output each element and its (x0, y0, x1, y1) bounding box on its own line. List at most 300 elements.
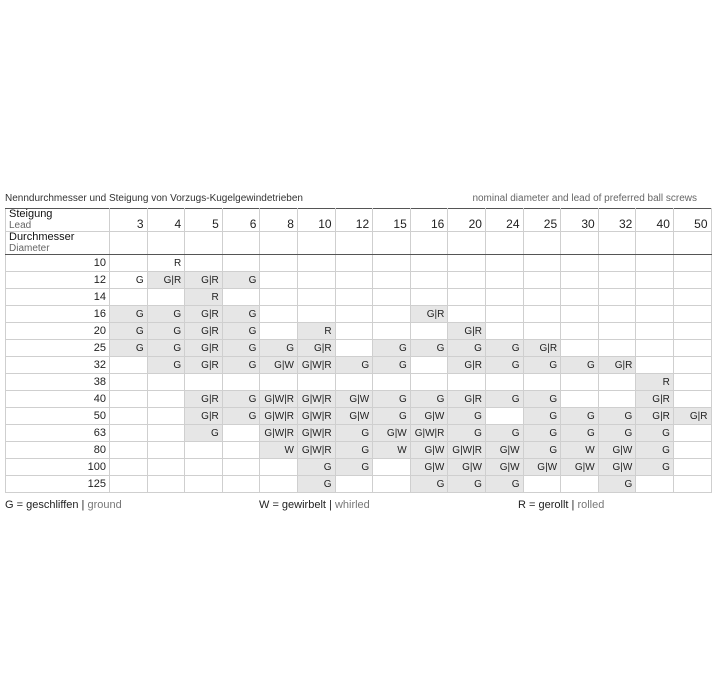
table-cell (110, 425, 148, 442)
table-cell: G (485, 476, 523, 493)
table-cell (561, 340, 599, 357)
table-cell: G|R (448, 391, 486, 408)
table-cell: G (636, 425, 674, 442)
table-cell (485, 255, 523, 272)
header-spacer-cell (110, 232, 148, 255)
table-cell (147, 476, 185, 493)
table-cell (448, 374, 486, 391)
table-row (6, 306, 712, 323)
table-cell (523, 289, 561, 306)
table-cell (673, 306, 711, 323)
table-cell: G|R (185, 391, 223, 408)
table-cell (110, 459, 148, 476)
table-cell (110, 374, 148, 391)
table-cell (561, 272, 599, 289)
table-cell: G|W|R (297, 357, 335, 374)
legend-ground-de: G = geschliffen (5, 499, 79, 511)
table-cell (673, 289, 711, 306)
table-cell (260, 289, 298, 306)
table-cell (485, 289, 523, 306)
diameter-value: 32 (6, 357, 110, 374)
table-cell: G|W (410, 442, 448, 459)
table-cell (598, 255, 636, 272)
table-row (6, 442, 712, 459)
table-cell: G|W (485, 442, 523, 459)
table-cell: G (410, 391, 448, 408)
table-cell (636, 306, 674, 323)
table-cell: G|R (673, 408, 711, 425)
table-cell (636, 357, 674, 374)
table-cell: G (222, 391, 260, 408)
table-cell (561, 391, 599, 408)
table-cell: G (598, 408, 636, 425)
table-cell (598, 323, 636, 340)
table-cell: G (373, 408, 411, 425)
table-cell: G (110, 340, 148, 357)
table-cell (673, 255, 711, 272)
table-cell: R (147, 255, 185, 272)
table-cell: G (448, 340, 486, 357)
table-cell (147, 425, 185, 442)
table-cell (335, 323, 373, 340)
table-cell (222, 374, 260, 391)
table-cell (673, 425, 711, 442)
table-cell (373, 289, 411, 306)
table-cell: G (598, 476, 636, 493)
table-row (6, 408, 712, 425)
table-cell (448, 272, 486, 289)
table-cell (673, 272, 711, 289)
table-cell (523, 323, 561, 340)
lead-value-15: 15 (373, 209, 411, 232)
table-cell: G (523, 408, 561, 425)
table-cell: G (373, 391, 411, 408)
header-spacer-cell (185, 232, 223, 255)
table-cell: G|W (598, 459, 636, 476)
table-cell: G|W (373, 425, 411, 442)
header-spacer-cell (297, 232, 335, 255)
table-cell (598, 306, 636, 323)
table-cell (561, 323, 599, 340)
table-cell: G (147, 323, 185, 340)
lead-header-label (6, 209, 110, 232)
diameter-value: 16 (6, 306, 110, 323)
table-cell (335, 340, 373, 357)
table-row (6, 340, 712, 357)
table-cell (561, 374, 599, 391)
table-cell (222, 255, 260, 272)
table-cell (373, 459, 411, 476)
table-cell (410, 374, 448, 391)
lead-diameter-table (5, 208, 712, 493)
table-cell: G|R (598, 357, 636, 374)
table-row (6, 255, 712, 272)
table-cell (410, 357, 448, 374)
table-cell (373, 306, 411, 323)
table-cell (335, 289, 373, 306)
table-cell (485, 323, 523, 340)
table-cell (147, 374, 185, 391)
lead-value-24: 24 (485, 209, 523, 232)
table-cell (485, 408, 523, 425)
table-cell (523, 306, 561, 323)
table-cell (260, 255, 298, 272)
table-cell (147, 391, 185, 408)
table-row (6, 357, 712, 374)
table-cell (260, 306, 298, 323)
table-cell (673, 476, 711, 493)
diameter-value: 14 (6, 289, 110, 306)
legend-rolled-de: R = gerollt (518, 499, 569, 511)
table-cell: G (523, 425, 561, 442)
table-cell (185, 255, 223, 272)
table-cell: G (335, 442, 373, 459)
table-cell: G|R (185, 323, 223, 340)
table-cell (485, 374, 523, 391)
table-cell (260, 459, 298, 476)
header-spacer-cell (222, 232, 260, 255)
lead-value-8: 8 (260, 209, 298, 232)
lead-value-3: 3 (110, 209, 148, 232)
lead-label-de: Steigung (9, 208, 53, 220)
table-cell (260, 476, 298, 493)
legend (5, 499, 697, 519)
table-cell (485, 306, 523, 323)
table-cell: G (110, 323, 148, 340)
table-cell: G (561, 425, 599, 442)
table-cell: G|R (185, 357, 223, 374)
lead-header-row (6, 209, 712, 232)
table-cell (561, 289, 599, 306)
table-cell: G (335, 425, 373, 442)
diameter-label-en: Diameter (9, 243, 50, 254)
legend-whirled (259, 499, 370, 511)
table-cell: G (222, 272, 260, 289)
diameter-value: 125 (6, 476, 110, 493)
header-spacer-cell (373, 232, 411, 255)
table-cell (673, 340, 711, 357)
table-cell: G (222, 408, 260, 425)
diameter-value: 25 (6, 340, 110, 357)
table-cell: G (222, 340, 260, 357)
table-row (6, 459, 712, 476)
table-cell: G (636, 442, 674, 459)
table-cell: W (373, 442, 411, 459)
table-row (6, 272, 712, 289)
table-cell (260, 374, 298, 391)
table-cell (410, 272, 448, 289)
table-cell: G|R (297, 340, 335, 357)
diameter-value: 40 (6, 391, 110, 408)
table-cell: G|W|R (410, 425, 448, 442)
lead-value-30: 30 (561, 209, 599, 232)
table-cell: G (147, 357, 185, 374)
table-cell: G (448, 425, 486, 442)
table-cell (297, 306, 335, 323)
table-cell: G|W (410, 459, 448, 476)
table-cell: G (410, 476, 448, 493)
lead-value-6: 6 (222, 209, 260, 232)
table-cell (373, 255, 411, 272)
table-cell: G|W|R (297, 442, 335, 459)
table-cell: G (222, 323, 260, 340)
lead-value-10: 10 (297, 209, 335, 232)
table-cell (561, 476, 599, 493)
table-cell: R (297, 323, 335, 340)
lead-value-4: 4 (147, 209, 185, 232)
table-cell: G (448, 408, 486, 425)
table-cell (335, 476, 373, 493)
table-cell: G|W|R (297, 408, 335, 425)
table-cell (260, 272, 298, 289)
table-cell (335, 255, 373, 272)
header-spacer-cell (448, 232, 486, 255)
table-cell (598, 391, 636, 408)
table-cell (147, 442, 185, 459)
table-cell: G (297, 476, 335, 493)
table-cell: G|W (410, 408, 448, 425)
table-cell (561, 255, 599, 272)
table-cell: G (222, 306, 260, 323)
table-cell (185, 374, 223, 391)
header-spacer-cell (561, 232, 599, 255)
table-cell (598, 374, 636, 391)
table-cell: G (485, 425, 523, 442)
table-row (6, 391, 712, 408)
table-cell: G (561, 408, 599, 425)
table-cell: G|W|R (260, 408, 298, 425)
header-spacer-cell (147, 232, 185, 255)
table-row (6, 374, 712, 391)
table-cell: G|W (260, 357, 298, 374)
legend-rolled-en: rolled (577, 499, 605, 511)
table-cell: G|R (147, 272, 185, 289)
legend-separator: | (568, 499, 578, 511)
table-cell: G|W|R (260, 425, 298, 442)
table-cell: G|R (523, 340, 561, 357)
lead-value-16: 16 (410, 209, 448, 232)
table-cell (222, 289, 260, 306)
table-cell: G (485, 357, 523, 374)
table-cell (523, 374, 561, 391)
diameter-header-label (6, 232, 110, 255)
lead-value-50: 50 (673, 209, 711, 232)
diameter-value: 38 (6, 374, 110, 391)
header-spacer-cell (673, 232, 711, 255)
table-cell (636, 340, 674, 357)
table-cell: G|W (485, 459, 523, 476)
table-cell: G (335, 357, 373, 374)
table-cell (185, 459, 223, 476)
table-cell: G (448, 476, 486, 493)
table-cell: G (373, 357, 411, 374)
table-cell: W (260, 442, 298, 459)
table-cell (673, 357, 711, 374)
header-spacer-cell (523, 232, 561, 255)
table-cell (110, 391, 148, 408)
header-spacer-cell (485, 232, 523, 255)
table-cell: G (110, 272, 148, 289)
diameter-header-row (6, 232, 712, 255)
table-cell: G (561, 357, 599, 374)
table-cell: G (260, 340, 298, 357)
table-cell: G|W (561, 459, 599, 476)
diameter-value: 50 (6, 408, 110, 425)
table-cell (222, 442, 260, 459)
table-cell (185, 442, 223, 459)
table-cell (110, 408, 148, 425)
table-cell (523, 272, 561, 289)
table-cell: R (636, 374, 674, 391)
table-cell (561, 306, 599, 323)
table-cell (673, 323, 711, 340)
table-cell: G|W (335, 408, 373, 425)
lead-value-25: 25 (523, 209, 561, 232)
table-cell (598, 272, 636, 289)
header-spacer-cell (335, 232, 373, 255)
diameter-label-de: Durchmesser (9, 231, 75, 243)
table-cell: G|R (410, 306, 448, 323)
lead-value-40: 40 (636, 209, 674, 232)
table-cell (110, 442, 148, 459)
ball-screw-table-section (5, 193, 708, 519)
table-cell: G (485, 391, 523, 408)
table-cell: G (110, 306, 148, 323)
table-cell (410, 255, 448, 272)
table-cell: G|R (185, 408, 223, 425)
table-cell (297, 289, 335, 306)
table-cell (297, 272, 335, 289)
table-cell: R (185, 289, 223, 306)
table-cell: G|R (636, 408, 674, 425)
table-cell (598, 289, 636, 306)
table-cell (335, 374, 373, 391)
table-cell (373, 323, 411, 340)
table-cell (523, 255, 561, 272)
legend-whirled-de: W = gewirbelt (259, 499, 326, 511)
legend-ground-en: ground (87, 499, 122, 511)
table-cell: G|W (598, 442, 636, 459)
table-cell (110, 289, 148, 306)
table-cell (448, 255, 486, 272)
table-cell: G (297, 459, 335, 476)
table-cell (297, 374, 335, 391)
header-spacer-cell (598, 232, 636, 255)
table-cell: G|R (185, 272, 223, 289)
table-cell: G (222, 357, 260, 374)
table-cell: G (147, 340, 185, 357)
table-cell (373, 374, 411, 391)
table-cell: W (561, 442, 599, 459)
legend-separator: | (78, 499, 88, 511)
table-cell: G (147, 306, 185, 323)
table-cell: G (636, 459, 674, 476)
table-cell: G (598, 425, 636, 442)
table-cell: G (335, 459, 373, 476)
table-cell (335, 272, 373, 289)
table-cell (410, 289, 448, 306)
title-english: nominal diameter and lead of preferred ball screws (472, 193, 697, 204)
table-cell (147, 408, 185, 425)
title-german: Nenndurchmesser und Steigung von Vorzugs-Kugelgewindetrieben (5, 193, 303, 204)
table-cell: G (523, 442, 561, 459)
lead-value-12: 12 (335, 209, 373, 232)
legend-separator: | (325, 499, 335, 511)
header-spacer-cell (260, 232, 298, 255)
table-cell (110, 476, 148, 493)
table-cell: G|W|R (260, 391, 298, 408)
table-cell (373, 272, 411, 289)
table-cell: G|R (448, 357, 486, 374)
diameter-value: 20 (6, 323, 110, 340)
table-cell (636, 323, 674, 340)
table-cell: G (523, 391, 561, 408)
table-cell (636, 272, 674, 289)
table-cell: G|R (448, 323, 486, 340)
table-row (6, 323, 712, 340)
diameter-value: 80 (6, 442, 110, 459)
table-cell: G (410, 340, 448, 357)
table-cell: G|W (335, 391, 373, 408)
table-cell (636, 289, 674, 306)
lead-label-en: Lead (9, 220, 32, 231)
table-cell (147, 459, 185, 476)
table-cell: G|R (636, 391, 674, 408)
table-cell (335, 306, 373, 323)
table-cell (222, 425, 260, 442)
lead-value-5: 5 (185, 209, 223, 232)
table-cell (410, 323, 448, 340)
table-cell (673, 442, 711, 459)
table-cell (485, 272, 523, 289)
legend-ground (5, 499, 122, 511)
table-cell: G (373, 340, 411, 357)
legend-whirled-en: whirled (334, 499, 370, 511)
table-cell: G|R (185, 340, 223, 357)
table-cell (222, 459, 260, 476)
table-cell (110, 357, 148, 374)
table-cell: G (185, 425, 223, 442)
table-row (6, 425, 712, 442)
table-cell (523, 476, 561, 493)
table-cell (222, 476, 260, 493)
diameter-value: 100 (6, 459, 110, 476)
table-cell (185, 476, 223, 493)
header-spacer-cell (636, 232, 674, 255)
table-cell: G|R (185, 306, 223, 323)
table-row (6, 476, 712, 493)
table-row (6, 289, 712, 306)
table-cell (110, 255, 148, 272)
lead-value-20: 20 (448, 209, 486, 232)
diameter-value: 10 (6, 255, 110, 272)
table-titles (5, 193, 697, 208)
table-cell (297, 255, 335, 272)
table-cell: G (485, 340, 523, 357)
table-cell: G|W|R (448, 442, 486, 459)
table-cell (636, 476, 674, 493)
table-cell: G|W|R (297, 391, 335, 408)
lead-value-32: 32 (598, 209, 636, 232)
table-cell (673, 374, 711, 391)
diameter-value: 63 (6, 425, 110, 442)
diameter-value: 12 (6, 272, 110, 289)
table-cell (147, 289, 185, 306)
header-spacer-cell (410, 232, 448, 255)
table-cell (636, 255, 674, 272)
table-cell: G (523, 357, 561, 374)
table-cell (673, 391, 711, 408)
